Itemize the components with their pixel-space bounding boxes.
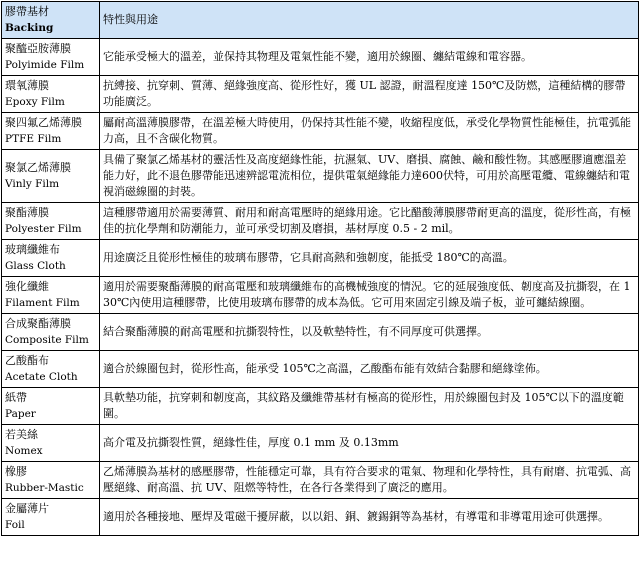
backing-name-cell xyxy=(2,499,100,536)
properties-description-cell: 用途廣泛且從形性極佳的玻璃布膠帶，它具耐高熱和強韌度，能抵受 180℃的高溫。 xyxy=(100,240,639,277)
backing-name-en: Composite Film xyxy=(5,334,89,346)
backing-name-en: Polyester Film xyxy=(5,223,82,235)
backing-name-zh: 紙帶 xyxy=(5,391,27,404)
backing-name-zh: 聚酯薄膜 xyxy=(5,206,49,219)
table-row xyxy=(2,240,639,277)
table-row xyxy=(2,388,639,425)
properties-description-cell: 這種膠帶適用於需要薄質、耐用和耐高電壓時的絕緣用途。它比醋酸薄膜膠帶耐更高的溫度，從形性高，有極佳的抗化學劑和防潮能力，並可承受切割及磨損，基材厚度 0.5 - 2 mil。 xyxy=(100,203,639,240)
backing-name-zh: 橡膠 xyxy=(5,465,27,478)
backing-table xyxy=(1,1,639,536)
backing-name-zh: 乙酸酯布 xyxy=(5,354,49,367)
table-row xyxy=(2,351,639,388)
properties-description-cell: 結合聚酯薄膜的耐高電壓和抗撕裂特性，以及軟墊特性，有不同厚度可供選擇。 xyxy=(100,314,639,351)
backing-name-cell xyxy=(2,113,100,150)
header-properties-cell: 特性與用途 xyxy=(100,2,639,39)
header-backing-cell xyxy=(2,2,100,39)
properties-description-cell: 乙烯薄膜為基材的感壓膠帶，性能穩定可靠，具有符合要求的電氣、物理和化學特性，具有耐磨、抗電弧、高壓絕緣、耐高溫、抗 UV、阻燃等特性，在各行各業得到了廣泛的應用。 xyxy=(100,462,639,499)
backing-name-en: Filament Film xyxy=(5,297,80,309)
backing-name-zh: 玻璃纖維布 xyxy=(5,243,60,256)
table-row xyxy=(2,150,639,203)
properties-description-cell: 抗縛接、抗穿刺、質薄、絕緣強度高、從形性好，獲 UL 認證，耐溫程度達 150℃及防燃，這種結構的膠帶功能廣泛。 xyxy=(100,76,639,113)
properties-description-cell: 高介電及抗撕裂性質，絕緣性佳，厚度 0.1 mm 及 0.13mm xyxy=(100,425,639,462)
backing-name-cell xyxy=(2,388,100,425)
backing-name-en: Acetate Cloth xyxy=(5,371,78,383)
table-row xyxy=(2,39,639,76)
properties-description-cell: 具備了聚氯乙烯基材的靈活性及高度絕緣性能，抗濕氣、UV、磨損、腐蝕、鹼和酸性物。其感壓膠適應溫差能力好，此不退色膠帶能迅速辨認電流相位，提供電氣絕緣能力達600伏特，可用於高壓電纜、電線纏結和電視消磁線圈的封裝。 xyxy=(100,150,639,203)
backing-name-en: Glass Cloth xyxy=(5,260,66,272)
backing-name-en: Paper xyxy=(5,408,36,420)
backing-name-cell xyxy=(2,76,100,113)
table-row xyxy=(2,499,639,536)
header-backing-en: Backing xyxy=(5,22,54,34)
properties-description-cell: 屬耐高溫薄膜膠帶，在溫差極大時使用，仍保持其性能不變，收縮程度低，承受化學物質性能極佳，抗電弧能力高，且不含碳化物質。 xyxy=(100,113,639,150)
table-header xyxy=(2,2,639,39)
backing-name-en: Foil xyxy=(5,519,25,531)
table-row xyxy=(2,277,639,314)
table-row xyxy=(2,203,639,240)
backing-name-zh: 聚氯乙烯薄膜 xyxy=(5,161,71,174)
backing-name-zh: 聚四氟乙烯薄膜 xyxy=(5,116,82,129)
table-row xyxy=(2,314,639,351)
backing-name-cell xyxy=(2,240,100,277)
backing-name-cell xyxy=(2,150,100,203)
backing-name-zh: 強化纖維 xyxy=(5,280,49,293)
table-body xyxy=(2,39,639,536)
header-backing-zh: 膠帶基材 xyxy=(5,5,49,18)
header-row xyxy=(2,2,639,39)
table-row xyxy=(2,425,639,462)
backing-name-cell xyxy=(2,462,100,499)
table-row xyxy=(2,76,639,113)
properties-description-cell: 具軟墊功能，抗穿刺和韌度高，其紋路及纖維帶基材有極高的從形性，用於線圈包封及 105℃以下的溫度範圍。 xyxy=(100,388,639,425)
backing-name-zh: 金屬薄片 xyxy=(5,502,49,515)
properties-description-cell: 它能承受極大的溫差，並保持其物理及電氣性能不變，適用於線圈、纏結電線和電容器。 xyxy=(100,39,639,76)
backing-name-zh: 環氧薄膜 xyxy=(5,79,49,92)
backing-name-zh: 聚醯亞胺薄膜 xyxy=(5,42,71,55)
backing-name-cell xyxy=(2,351,100,388)
table-row xyxy=(2,113,639,150)
backing-name-en: Rubber-Mastic xyxy=(5,482,84,494)
backing-name-en: Nomex xyxy=(5,445,43,457)
properties-description-cell: 適合於線圈包封，從形性高，能承受 105℃之高溫，乙酸酯布能有效結合黏膠和絕緣塗佈。 xyxy=(100,351,639,388)
backing-name-zh: 合成聚酯薄膜 xyxy=(5,317,71,330)
backing-name-cell xyxy=(2,203,100,240)
backing-name-en: PTFE Film xyxy=(5,133,62,145)
backing-name-cell xyxy=(2,277,100,314)
backing-name-cell xyxy=(2,425,100,462)
backing-name-en: Epoxy Film xyxy=(5,96,65,108)
backing-name-cell xyxy=(2,39,100,76)
backing-name-en: Vinly Film xyxy=(5,178,60,190)
backing-name-zh: 若美絲 xyxy=(5,428,38,441)
properties-description-cell: 適用於各種接地、壓焊及電磁干擾屏蔽，以以鋁、銅、鍍錫銅等為基材，有導電和非導電用途可供選擇。 xyxy=(100,499,639,536)
table-row xyxy=(2,462,639,499)
backing-name-cell xyxy=(2,314,100,351)
properties-description-cell: 適用於需要聚酯薄膜的耐高電壓和玻璃纖維布的高機械強度的情況。它的延展強度低、韌度高及抗撕裂，在 130℃內使用這種膠帶，比使用玻璃布膠帶的成本為低。它可用來固定引線及端子板，並可纏結線圈。 xyxy=(100,277,639,314)
backing-name-en: Polyimide Film xyxy=(5,59,85,71)
